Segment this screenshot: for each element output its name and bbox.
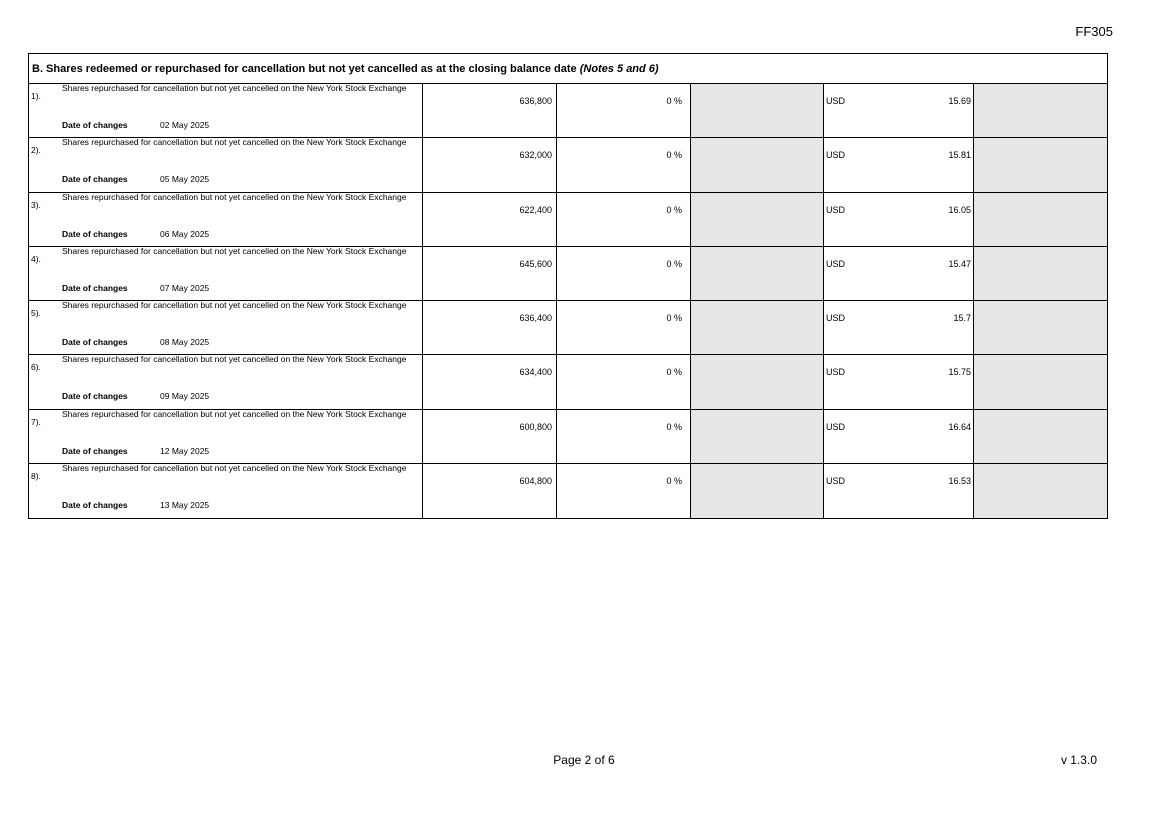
row-index: 6). xyxy=(31,362,41,373)
row-index: 7). xyxy=(31,416,41,427)
percent-cell xyxy=(557,84,691,137)
shaded-cell-last xyxy=(974,410,1107,463)
currency: USD xyxy=(826,204,846,215)
shaded-cell xyxy=(691,193,824,246)
price-cell xyxy=(824,464,974,518)
shaded-cell-last xyxy=(974,247,1107,300)
percent-cell xyxy=(557,138,691,191)
row-index: 5). xyxy=(31,308,41,318)
date-label: Date of changes xyxy=(62,391,128,402)
price-cell xyxy=(824,138,974,191)
price-value: 15.47 xyxy=(948,258,971,269)
table-row xyxy=(29,138,1107,192)
description-cell xyxy=(29,138,423,191)
number-cell xyxy=(423,355,557,408)
shaded-cell-last xyxy=(974,301,1107,354)
shaded-cell xyxy=(691,138,824,191)
currency: USD xyxy=(826,367,846,378)
table-row xyxy=(29,410,1107,464)
shares-percent: 0 % xyxy=(666,367,682,378)
section-title-notes: (Notes 5 and 6) xyxy=(579,63,659,75)
row-description: Shares repurchased for cancellation but not yet cancelled on the New York Stock Exchange xyxy=(62,462,407,473)
description-cell xyxy=(29,410,423,463)
date-value: 07 May 2025 xyxy=(160,282,210,293)
price-cell xyxy=(824,193,974,246)
date-value: 08 May 2025 xyxy=(160,337,210,347)
price-value: 16.53 xyxy=(948,475,971,486)
shares-percent: 0 % xyxy=(666,150,682,161)
date-of-changes xyxy=(62,446,209,456)
percent-cell xyxy=(557,247,691,300)
row-description: Shares repurchased for cancellation but not yet cancelled on the New York Stock Exchange xyxy=(62,300,407,310)
price-cell xyxy=(824,410,974,463)
shaded-cell xyxy=(691,464,824,518)
percent-cell xyxy=(557,355,691,408)
row-description: Shares repurchased for cancellation but not yet cancelled on the New York Stock Exchange xyxy=(62,408,407,419)
percent-cell xyxy=(557,410,691,463)
shaded-cell xyxy=(691,410,824,463)
page-number: Page 2 of 6 xyxy=(553,753,615,767)
number-cell xyxy=(423,138,557,191)
row-index: 1). xyxy=(31,91,41,101)
shares-number: 632,000 xyxy=(519,150,552,161)
row-description: Shares repurchased for cancellation but not yet cancelled on the New York Stock Exchange xyxy=(62,354,407,365)
date-label: Date of changes xyxy=(62,174,128,185)
row-index: 4). xyxy=(31,253,41,264)
description-cell xyxy=(29,301,423,354)
row-index: 3). xyxy=(31,199,41,210)
date-value: 12 May 2025 xyxy=(160,445,210,456)
currency: USD xyxy=(826,313,846,323)
number-cell xyxy=(423,410,557,463)
date-label: Date of changes xyxy=(62,445,128,456)
row-description: Shares repurchased for cancellation but not yet cancelled on the New York Stock Exchange xyxy=(62,191,407,202)
shaded-cell xyxy=(691,301,824,354)
table-row xyxy=(29,193,1107,247)
row-description: Shares repurchased for cancellation but not yet cancelled on the New York Stock Exchange xyxy=(62,83,407,93)
date-of-changes xyxy=(62,120,209,130)
price-value: 16.64 xyxy=(948,421,971,432)
price-cell xyxy=(824,84,974,137)
shaded-cell-last xyxy=(974,138,1107,191)
description-cell xyxy=(29,84,423,137)
shares-percent: 0 % xyxy=(666,421,682,432)
shares-number: 636,800 xyxy=(519,96,552,106)
date-label: Date of changes xyxy=(62,282,128,293)
table-row xyxy=(29,247,1107,301)
shares-percent: 0 % xyxy=(666,313,682,323)
table-row xyxy=(29,301,1107,355)
shaded-cell-last xyxy=(974,355,1107,408)
currency: USD xyxy=(826,475,846,486)
number-cell xyxy=(423,464,557,518)
shaded-cell xyxy=(691,355,824,408)
section-title xyxy=(29,54,1107,84)
date-value: 06 May 2025 xyxy=(160,228,210,239)
date-value: 02 May 2025 xyxy=(160,120,210,130)
date-of-changes xyxy=(62,500,209,510)
date-label: Date of changes xyxy=(62,120,128,130)
shares-percent: 0 % xyxy=(666,204,682,215)
row-description: Shares repurchased for cancellation but not yet cancelled on the New York Stock Exchange xyxy=(62,137,407,148)
currency: USD xyxy=(826,421,846,432)
date-of-changes xyxy=(62,229,209,239)
shares-number: 604,800 xyxy=(519,475,552,486)
shares-number: 634,400 xyxy=(519,367,552,378)
shares-number: 645,600 xyxy=(519,258,552,269)
table-row xyxy=(29,464,1107,518)
shaded-cell-last xyxy=(974,193,1107,246)
shares-number: 622,400 xyxy=(519,204,552,215)
shares-percent: 0 % xyxy=(666,258,682,269)
price-value: 15.75 xyxy=(948,367,971,378)
currency: USD xyxy=(826,150,846,161)
description-cell xyxy=(29,355,423,408)
description-cell xyxy=(29,247,423,300)
date-value: 13 May 2025 xyxy=(160,499,210,510)
form-code: FF305 xyxy=(1075,24,1113,39)
shares-number: 636,400 xyxy=(519,313,552,323)
percent-cell xyxy=(557,301,691,354)
table-row xyxy=(29,84,1107,138)
shares-percent: 0 % xyxy=(666,96,682,106)
date-of-changes xyxy=(62,174,209,184)
shares-number: 600,800 xyxy=(519,421,552,432)
percent-cell xyxy=(557,464,691,518)
date-value: 09 May 2025 xyxy=(160,391,210,402)
date-of-changes xyxy=(62,283,209,293)
description-cell xyxy=(29,193,423,246)
price-cell xyxy=(824,355,974,408)
date-label: Date of changes xyxy=(62,499,128,510)
date-of-changes xyxy=(62,391,209,401)
shaded-cell-last xyxy=(974,464,1107,518)
price-value: 15.7 xyxy=(953,313,971,323)
section-title-text: B. Shares redeemed or repurchased for cancellation but not yet cancelled as at the closing balance date xyxy=(32,63,580,75)
row-description: Shares repurchased for cancellation but not yet cancelled on the New York Stock Exchange xyxy=(62,245,407,256)
date-label: Date of changes xyxy=(62,337,128,347)
date-value: 05 May 2025 xyxy=(160,174,210,185)
row-index: 8). xyxy=(31,470,41,481)
price-cell xyxy=(824,247,974,300)
price-value: 15.81 xyxy=(948,150,971,161)
price-value: 15.69 xyxy=(948,96,971,106)
shaded-cell-last xyxy=(974,84,1107,137)
shaded-cell xyxy=(691,84,824,137)
currency: USD xyxy=(826,258,846,269)
currency: USD xyxy=(826,96,846,106)
date-label: Date of changes xyxy=(62,228,128,239)
table-body xyxy=(29,84,1107,518)
number-cell xyxy=(423,193,557,246)
shares-percent: 0 % xyxy=(666,475,682,486)
date-of-changes xyxy=(62,337,209,347)
number-cell xyxy=(423,84,557,137)
price-cell xyxy=(824,301,974,354)
shares-redeemed-section xyxy=(28,53,1108,519)
version-label: v 1.3.0 xyxy=(1060,753,1097,767)
table-row xyxy=(29,355,1107,409)
description-cell xyxy=(29,464,423,518)
row-index: 2). xyxy=(31,145,41,156)
percent-cell xyxy=(557,193,691,246)
price-value: 16.05 xyxy=(948,204,971,215)
number-cell xyxy=(423,301,557,354)
number-cell xyxy=(423,247,557,300)
shaded-cell xyxy=(691,247,824,300)
